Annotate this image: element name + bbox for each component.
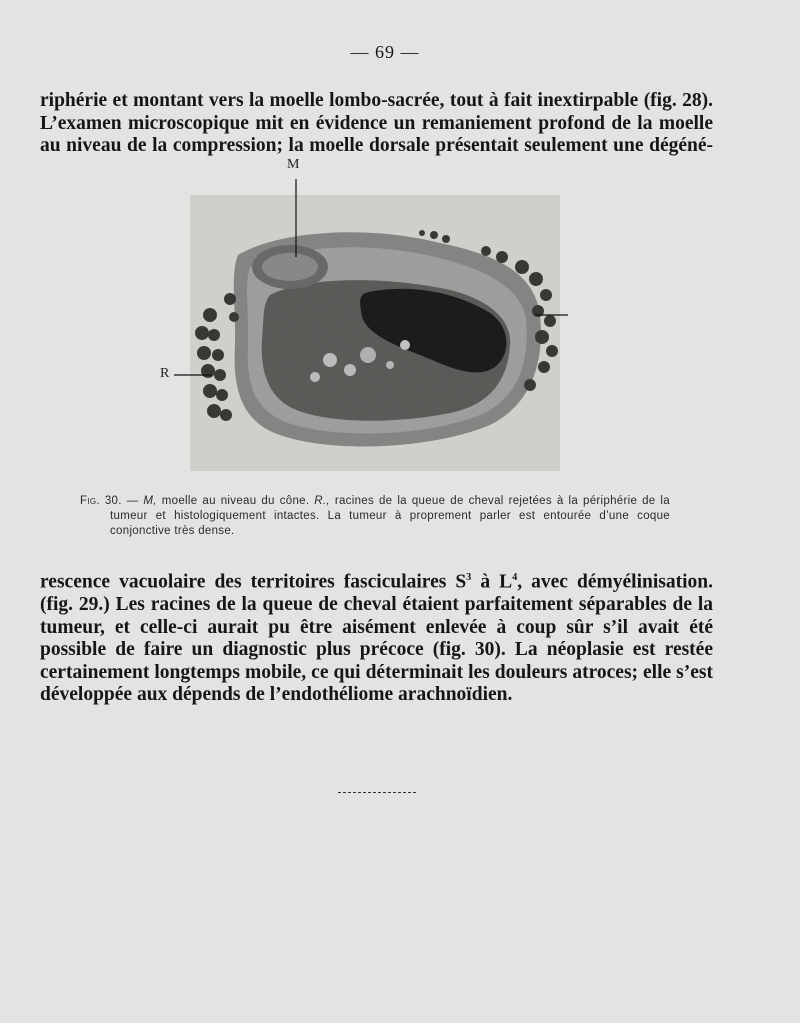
caption-r-desc: racines de la queue de cheval rejetées à la périphérie de la tumeur et histologiquement intactes. La tumeur à proprement parler est entourée d’une coque conjonctive très dense.	[110, 495, 670, 537]
figure-label-r: R	[160, 366, 170, 381]
figure-label-m: M	[287, 157, 300, 172]
paragraph-bottom-part1: rescence vacuolaire des territoires fasciculaires S	[40, 571, 467, 593]
page-number: — 69 —	[350, 42, 420, 62]
superscript-l: 4	[512, 572, 518, 583]
paragraph-bottom	[40, 567, 713, 707]
paragraph-bottom-part3: , avec démyélinisation. (fig. 29.) Les racines de la queue de cheval étaient parfaitement séparables de la tumeur, et celle-ci aurait pu être aisément enlevée à coup sûr s’il avait été possible de faire un diagnostic plus précoce (fig. 30). La néoplasie est restée certainement longtemps mobile, ce qui déterminait les douleurs atroces; elle s’est développée aux dépends de l’endothéliome arachnoïdien.	[40, 571, 713, 705]
figure-caption	[80, 494, 670, 539]
end-rule-divider	[338, 792, 416, 793]
caption-fig-prefix: Fig.	[80, 495, 100, 507]
superscript-s: 3	[466, 572, 472, 583]
figure-30	[150, 155, 590, 485]
paragraph-bottom-part2: à L	[471, 571, 513, 593]
caption-r-term: R.,	[314, 495, 330, 507]
paragraph-top: riphérie et montant vers la moelle lombo-sacrée, tout à fait inextirpable (fig. 28). L’examen microscopique mit en évidence un remaniement profond de la moelle au niveau de la compression; la moelle dorsale présentait seulement une dégéné-	[40, 90, 713, 156]
caption-fig-number: 30. —	[104, 495, 139, 507]
micrograph-image	[190, 195, 560, 471]
caption-m-desc: moelle au niveau du cône.	[161, 495, 310, 507]
caption-m-term: M,	[143, 495, 157, 507]
